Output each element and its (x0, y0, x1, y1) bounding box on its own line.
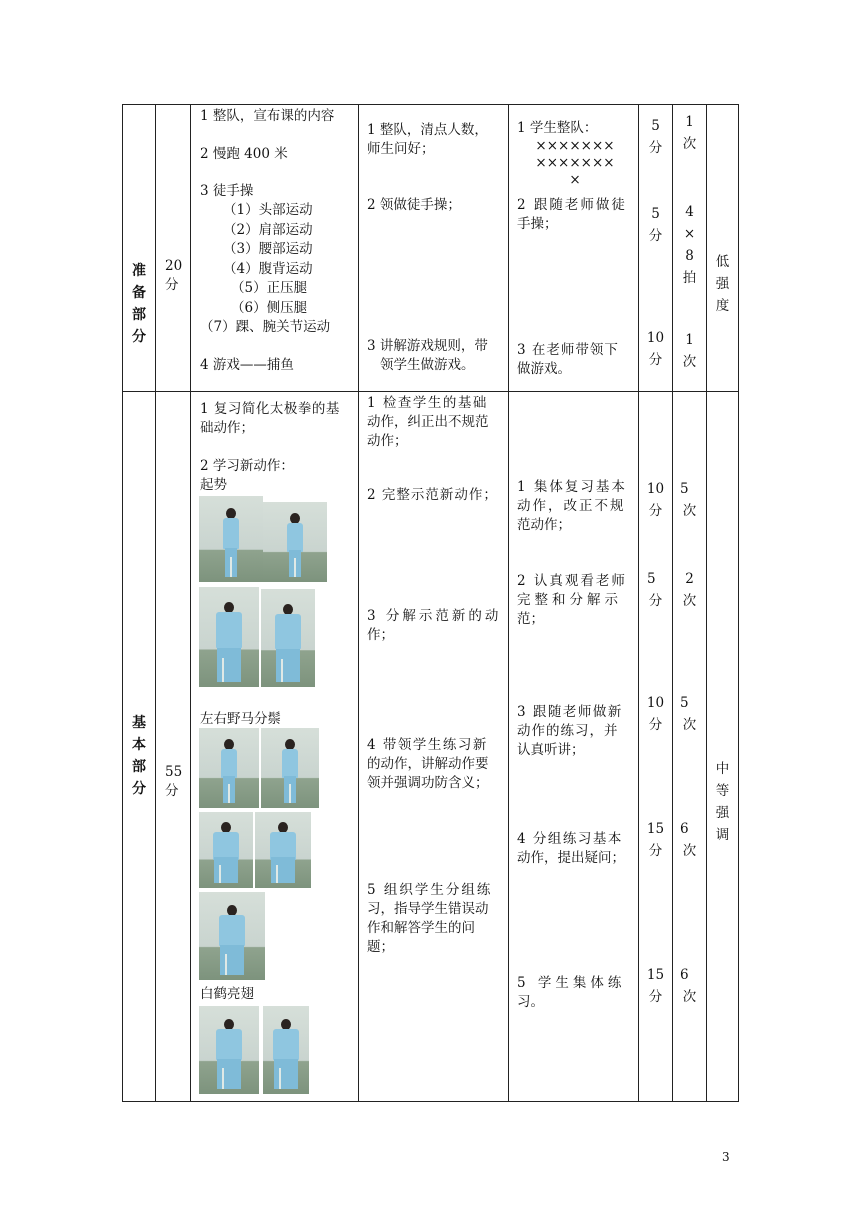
photo-yemafenzong-5 (199, 892, 265, 980)
content-item: （5）正压腿 (231, 280, 308, 296)
content-item: 3 徒手操 (200, 183, 254, 199)
duration-value: 5 分 (648, 118, 663, 156)
intensity-value: 中 等 强 调 (715, 761, 730, 843)
student-step: 1 集体复习基本 动作，改正不规 范动作； (517, 479, 627, 533)
content-item: 2 学习新动作： (200, 458, 294, 474)
duration-value: 15 分 (646, 967, 665, 1005)
count-value: 2 次 (682, 571, 697, 609)
count-value: 6 次 (680, 821, 697, 859)
duration-value: 15 分 (646, 821, 665, 859)
content-item: 2 慢跑 400 米 (200, 146, 288, 162)
photo-yemafenzong-3 (199, 812, 253, 888)
student-step: 1 学生整队： ××××××× ××××××× × (517, 120, 615, 188)
content-item: 1 复习简化太极拳的基 础动作； (200, 401, 340, 436)
content-item: （6）侧压腿 (231, 300, 308, 316)
intensity-value: 低 强 度 (715, 254, 730, 314)
count-value: 5 次 (680, 481, 697, 519)
content-item: 4 游戏——捕鱼 (200, 357, 294, 373)
count-value: 6 次 (680, 967, 697, 1005)
count-value: 1 次 (682, 114, 697, 152)
content-item: （1）头部运动 (223, 202, 313, 218)
student-step: 3 在老师带领下 做游戏。 (517, 342, 619, 377)
student-step: 2 认真观看老师 完整和分解示 范； (517, 573, 627, 627)
teacher-step: 4 带领学生练习新 的动作，讲解动作要 领并强调功防含义； (367, 737, 489, 791)
duration-value: 5 分 (647, 571, 663, 609)
student-step: 5 学生集体练 习。 (517, 975, 626, 1010)
student-step: 2 跟随老师做徒 手操； (517, 197, 627, 232)
teacher-step: 2 完整示范新动作； (367, 487, 498, 503)
photo-qishi-3 (199, 587, 259, 687)
section-time: 20 分 (165, 258, 183, 293)
student-step: 4 分组练习基本 动作，提出疑问； (517, 831, 625, 866)
section-time: 55 分 (165, 764, 183, 799)
content-item: 1 整队，宣布课的内容 (200, 108, 335, 124)
count-value: 1 次 (682, 332, 697, 370)
content-item: （3）腰部运动 (223, 241, 313, 257)
teacher-step: 3 分解示范新的动 作； (367, 608, 502, 643)
duration-value: 10 分 (646, 695, 665, 733)
count-value: 5 次 (680, 695, 697, 733)
table-row-preparation (123, 105, 739, 392)
duration-value: 10 分 (646, 481, 665, 519)
teacher-step: 1 检查学生的基础 动作，纠正出不规范 动作； (367, 395, 489, 449)
count-value: 4 × 8 拍 (682, 204, 697, 286)
content-item: 左右野马分鬃 (200, 711, 281, 727)
photo-qishi-2 (263, 502, 327, 582)
photo-yemafenzong-1 (199, 728, 259, 808)
teacher-step: 3 讲解游戏规则，带 领学生做游戏。 (367, 338, 488, 373)
teacher-step: 1 整队，清点人数， 师生问好； (367, 122, 488, 157)
content-item: 白鹤亮翅 (200, 986, 254, 1002)
photo-yemafenzong-4 (255, 812, 311, 888)
duration-value: 10 分 (646, 330, 665, 368)
teacher-step: 5 组织学生分组练 习，指导学生错误动 作和解答学生的问 题； (367, 882, 493, 955)
photo-qishi-1 (199, 496, 263, 582)
content-item: （4）腹背运动 (223, 261, 313, 277)
table-row-main (123, 392, 739, 1102)
photo-baiheliangchi-1 (199, 1006, 259, 1094)
duration-value: 5 分 (648, 206, 663, 244)
photo-yemafenzong-2 (261, 728, 319, 808)
teacher-step: 2 领做徒手操； (367, 197, 461, 213)
content-item: 起势 (200, 477, 227, 493)
student-step: 3 跟随老师做新 动作的练习，并 认真听讲； (517, 704, 623, 758)
section-name-main: 基 本 部 分 (132, 715, 146, 797)
lesson-plan-table (122, 104, 739, 1102)
content-item: （2）肩部运动 (223, 222, 313, 238)
photo-baiheliangchi-2 (263, 1006, 309, 1094)
page-number: 3 (722, 1150, 730, 1164)
photo-qishi-4 (261, 589, 315, 687)
content-item: （7）踝、腕关节运动 (200, 319, 331, 335)
section-name-preparation: 准 备 部 分 (132, 263, 146, 345)
